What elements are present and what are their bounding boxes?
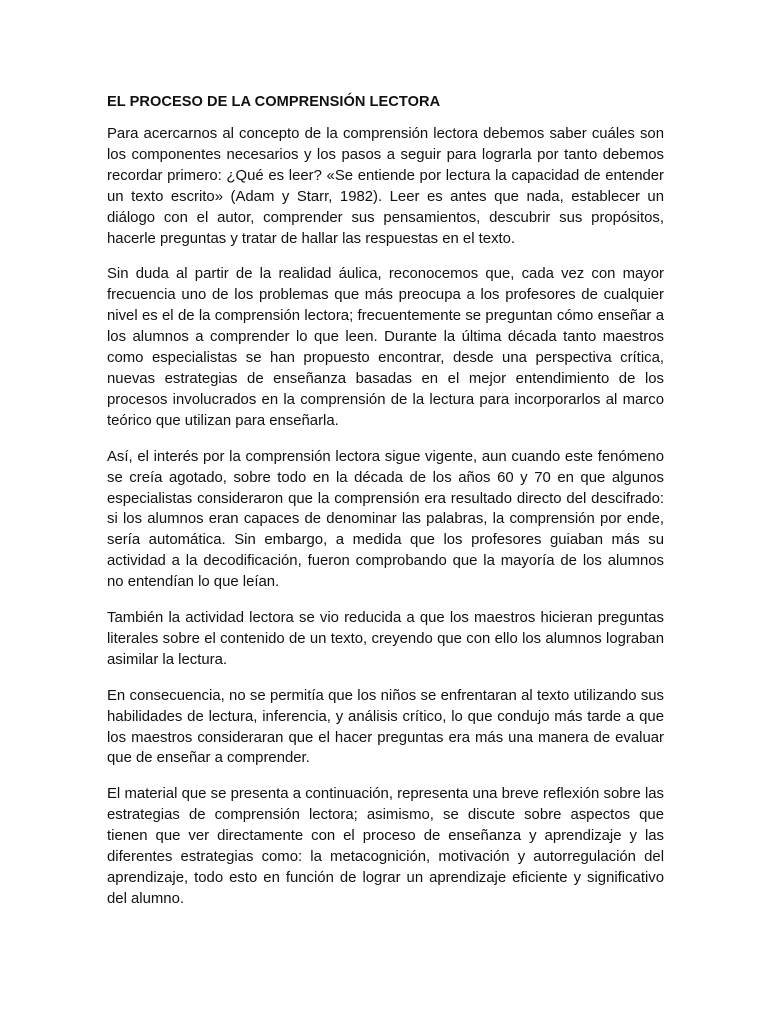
paragraph-1: Para acercarnos al concepto de la comprensión lectora debemos saber cuáles son los componentes necesarios y los pasos a seguir para lograrla por tanto debemos recordar primero: ¿Qué es leer? «Se entiende por lectura la capacidad de entender un texto escrito» (Adam y Starr, 1982). Leer es antes que nada, establecer un diálogo con el autor, comprender sus pensamientos, descubrir sus propósitos, hacerle preguntas y tratar de hallar las respuestas en el texto.: [107, 126, 664, 247]
paragraph-2: Sin duda al partir de la realidad áulica, reconocemos que, cada vez con mayor frecuencia uno de los problemas que más preocupa a los profesores de cualquier nivel es el de la comprensión lectora; frecuentemente se preguntan cómo enseñar a los alumnos a comprender lo que leen. Durante la última década tanto maestros como especialistas se han propuesto encontrar, desde una perspectiva crítica, nuevas estrategias de enseñanza basadas en el mejor entendimiento de los procesos involucrados en la comprensión de la lectura para incorporarlos al marco teórico que utilizan para enseñarla.: [107, 266, 664, 429]
paragraph-3: Así, el interés por la comprensión lectora sigue vigente, aun cuando este fenómeno se creía agotado, sobre todo en la década de los años 60 y 70 en que algunos especialistas consideraron que la comprensión era resultado directo del descifrado: si los alumnos eran capaces de denominar las palabras, la comprensión por ende, sería automática. Sin embargo, a medida que los profesores guiaban más su actividad a la decodificación, fueron comprobando que la mayoría de los alumnos no entendían lo que leían.: [107, 448, 664, 591]
paragraph-4: También la actividad lectora se vio reducida a que los maestros hicieran preguntas literales sobre el contenido de un texto, creyendo que con ello los alumnos lograban asimilar la lectura.: [107, 610, 664, 668]
paragraph-6: El material que se presenta a continuación, representa una breve reflexión sobre las estrategias de comprensión lectora; asimismo, se discute sobre aspectos que tienen que ver directamente con el proceso de enseñanza y aprendizaje y las diferentes estrategias como: la metacognición, motivación y autorregulación del aprendizaje, todo esto en función de lograr un aprendizaje eficiente y significativo del alumno.: [107, 786, 664, 907]
paragraph-5: En consecuencia, no se permitía que los niños se enfrentaran al texto utilizando sus habilidades de lectura, inferencia, y análisis crítico, lo que condujo más tarde a que los maestros consideraran que el hacer preguntas era más una manera de evaluar que de enseñar a comprender.: [107, 687, 664, 767]
document-title: EL PROCESO DE LA COMPRENSIÓN LECTORA: [107, 94, 441, 110]
